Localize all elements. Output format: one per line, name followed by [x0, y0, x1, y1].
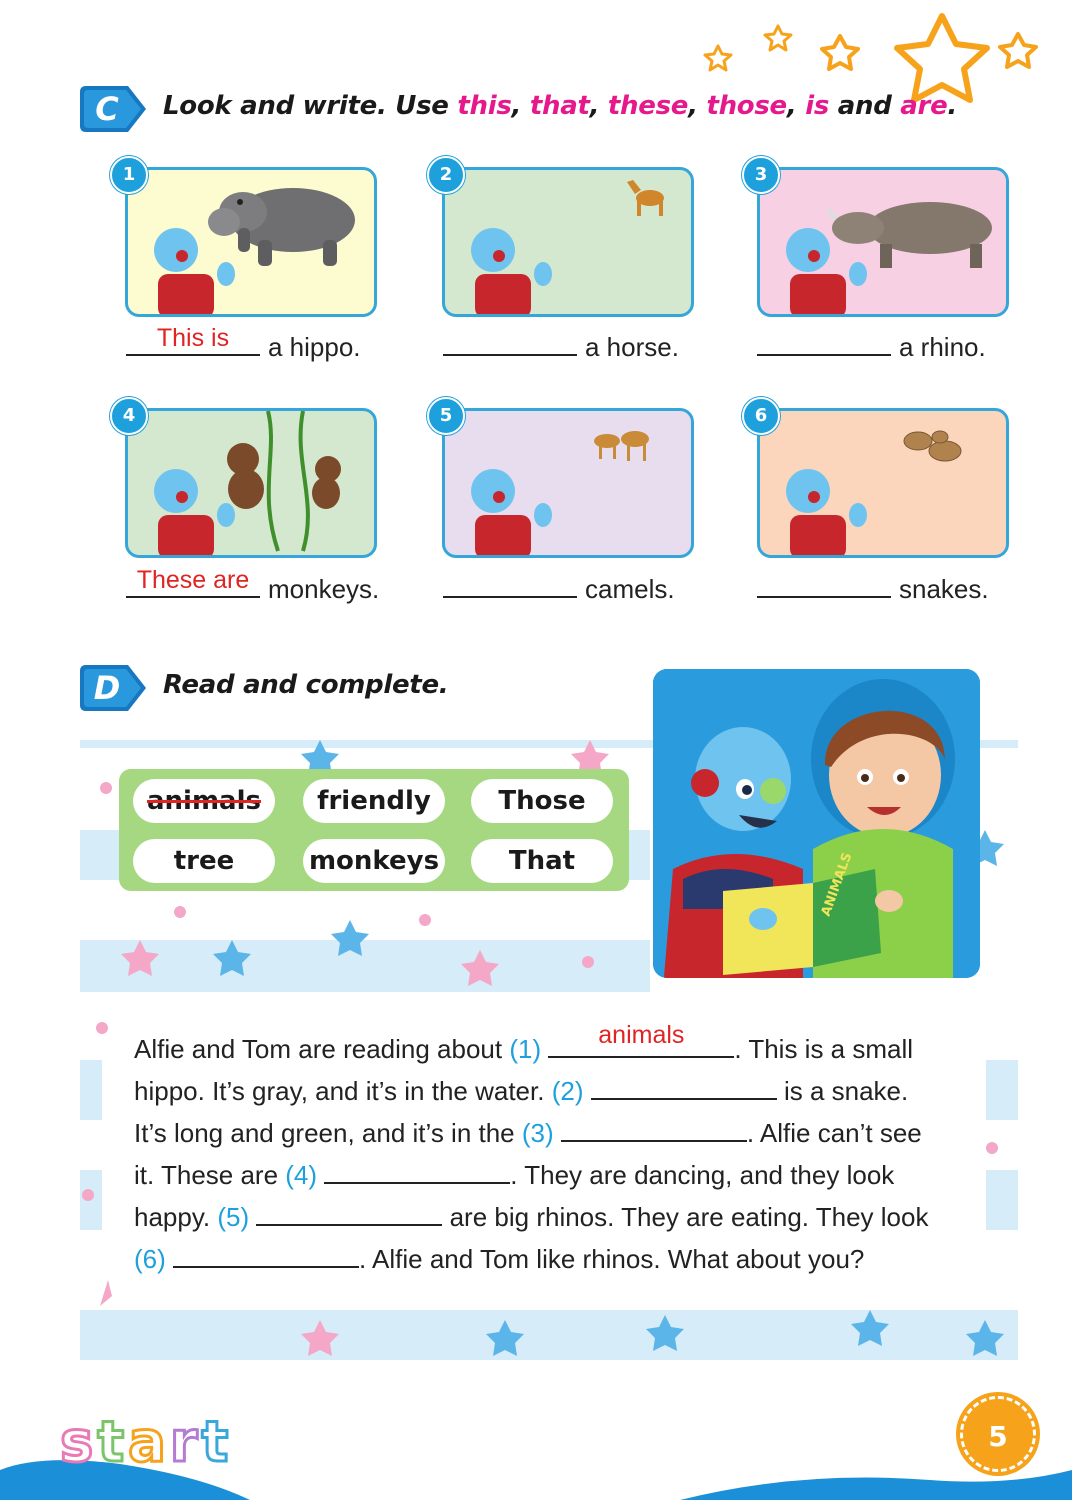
star-icon: [897, 16, 987, 100]
section-c-title: Look and write. Use this, that, these, those, is and are.: [163, 91, 957, 121]
item-number-4: 4: [110, 397, 148, 435]
horse-picture: [445, 170, 691, 314]
star-icon: [1000, 34, 1036, 67]
exercise-c-sentence-3: a rhino.: [757, 330, 986, 363]
word-option-those[interactable]: Those: [471, 779, 613, 823]
item-number-5: 5: [427, 397, 465, 435]
logo-letter: a: [128, 1410, 170, 1475]
page-number: 5: [960, 1396, 1036, 1472]
exercise-c-card-3: [757, 167, 1009, 317]
exercise-c-card-5: [442, 408, 694, 558]
reading-illustration: [653, 669, 980, 978]
alien-character: [154, 228, 235, 314]
start-logo: [60, 1410, 232, 1475]
word-option-tree[interactable]: tree: [133, 839, 275, 883]
exercise-c-card-1: [125, 167, 377, 317]
section-d-letter: D: [93, 669, 121, 707]
answer-blank-5[interactable]: [443, 572, 577, 598]
exercise-c-sentence-1: This is a hippo.: [126, 330, 361, 363]
gap-number-2: (2): [551, 1076, 584, 1106]
item-number-1: 1: [110, 156, 148, 194]
gap-number-6: (6): [134, 1244, 166, 1274]
answer-blank-6[interactable]: [757, 572, 891, 598]
alien-character: [786, 469, 867, 555]
hippo-picture: [128, 170, 374, 314]
exercise-c-card-2: [442, 167, 694, 317]
logo-letter: r: [169, 1410, 202, 1475]
gap-number-4: (4): [285, 1160, 318, 1190]
monkeys-picture: [128, 411, 374, 555]
item-number-2: 2: [427, 156, 465, 194]
answer-blank-1[interactable]: This is: [126, 330, 260, 356]
book-title: ANIMALS: [818, 850, 856, 919]
gap-blank-2[interactable]: [591, 1076, 777, 1100]
camels-picture: [445, 411, 691, 555]
word-option-monkeys[interactable]: monkeys: [303, 839, 445, 883]
item-number-3: 3: [742, 156, 780, 194]
gap-number-1: (1): [509, 1034, 542, 1064]
section-d-badge: [80, 665, 146, 711]
section-c-letter: C: [95, 90, 119, 128]
exercise-c-card-4: [125, 408, 377, 558]
exercise-c-sentence-2: a horse.: [443, 330, 679, 363]
star-icon: [765, 26, 791, 50]
answer-blank-2[interactable]: [443, 330, 577, 356]
logo-letter: t: [201, 1410, 233, 1475]
alien-character: [154, 469, 235, 555]
gap-number-3: (3): [521, 1118, 554, 1148]
word-option-animals[interactable]: animals: [133, 779, 275, 823]
gap-blank-6[interactable]: [173, 1244, 359, 1268]
exercise-c-card-6: [757, 408, 1009, 558]
gap-blank-3[interactable]: [561, 1118, 747, 1142]
word-option-friendly[interactable]: friendly: [303, 779, 445, 823]
alien-character: [471, 228, 552, 314]
gap-number-5: (5): [217, 1202, 250, 1232]
gap-blank-1[interactable]: animals: [548, 1034, 734, 1058]
logo-letter: t: [97, 1410, 129, 1475]
answer-blank-4[interactable]: These are: [126, 572, 260, 598]
item-number-6: 6: [742, 397, 780, 435]
logo-letter: s: [60, 1410, 98, 1475]
alien-character: [471, 469, 552, 555]
gap-blank-4[interactable]: [324, 1160, 510, 1184]
exercise-c-sentence-5: camels.: [443, 572, 675, 605]
reading-paragraph: Alfie and Tom are reading about (1) animals . This is a small hippo. It’s gray, and it’s in the water. (2) is a snake. It’s long and green, and it’s in the (3) . Alfie can’t see it. These are (4) . They are dancing, and they look happy. (5) are big rhinos. They are eating. They look (6) . Alfie and Tom like rhinos. What about you?: [134, 1021, 929, 1274]
section-c-badge: [80, 86, 146, 132]
word-bank: [119, 769, 629, 891]
rhino-picture: [760, 170, 1006, 314]
answer-blank-3[interactable]: [757, 330, 891, 356]
section-d-title: Read and complete.: [163, 670, 449, 700]
exercise-c-sentence-6: snakes.: [757, 572, 989, 605]
word-option-that[interactable]: That: [471, 839, 613, 883]
star-icon: [822, 36, 858, 69]
gap-blank-5[interactable]: [256, 1202, 442, 1226]
exercise-c-sentence-4: These are monkeys.: [126, 572, 379, 605]
snakes-picture: [760, 411, 1006, 555]
star-icon: [705, 46, 731, 70]
